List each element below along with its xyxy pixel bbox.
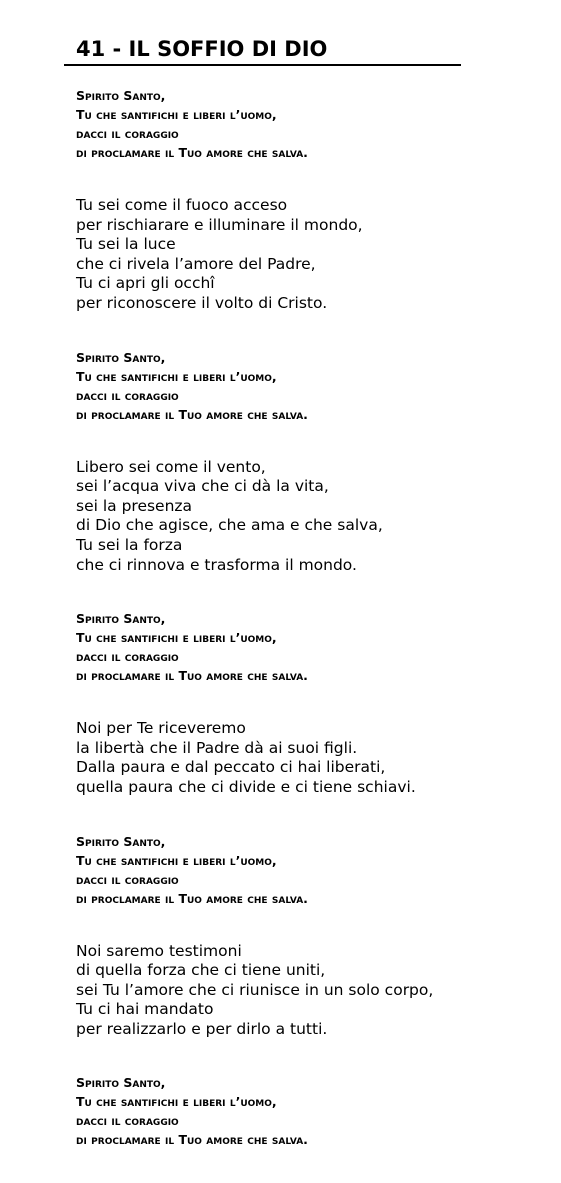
refrain-line: di proclamare il Tuo amore che salva.: [76, 1132, 308, 1148]
verse-3: [76, 719, 516, 797]
verse-line: di Dio che agisce, che ama e che salva,: [76, 516, 383, 535]
verse-line: per riconoscere il volto di Cristo.: [76, 293, 328, 312]
verse-line: Tu ci apri gli occhî: [76, 274, 215, 293]
verse-line: Tu sei come il fuoco acceso: [76, 196, 288, 214]
refrain-line: di proclamare il Tuo amore che salva.: [76, 145, 308, 160]
refrain-line: dacci il coraggio: [76, 126, 179, 141]
refrain-line: Tu che santifichi e liberi l’uomo,: [76, 1094, 277, 1110]
refrain-line: Tu che santifichi e liberi l’uomo,: [76, 852, 277, 868]
verse-line: sei Tu l’amore che ci riunisce in un solo corpo,: [76, 980, 434, 999]
verse-line: che ci rivela l’amore del Padre,: [76, 254, 316, 273]
verse-line: Tu ci hai mandato: [76, 1000, 214, 1019]
verse-4: [76, 942, 516, 1040]
refrain-line: di proclamare il Tuo amore che salva.: [76, 668, 308, 684]
title-underline: [64, 64, 461, 66]
refrain-line: Spirito Santo,: [76, 88, 166, 103]
verse-line: Tu sei la forza: [76, 535, 183, 554]
verse-2: [76, 458, 516, 576]
refrain-line: dacci il coraggio: [76, 1113, 179, 1129]
refrain-line: Spirito Santo,: [76, 611, 166, 627]
verse-line: quella paura che ci divide e ci tiene schiavi.: [76, 777, 416, 796]
refrain-line: dacci il coraggio: [76, 871, 179, 887]
refrain-line: di proclamare il Tuo amore che salva.: [76, 406, 308, 422]
refrain-2: [76, 348, 516, 424]
refrain-line: Tu che santifichi e liberi l’uomo,: [76, 107, 277, 122]
refrain-5: [76, 1073, 516, 1149]
verse-line: per rischiarare e illuminare il mondo,: [76, 215, 363, 234]
refrain-line: Spirito Santo,: [76, 349, 166, 365]
verse-line: che ci rinnova e trasforma il mondo.: [76, 555, 357, 574]
verse-line: per realizzarlo e per dirlo a tutti.: [76, 1019, 328, 1038]
verse-line: Tu sei la luce: [76, 235, 176, 254]
refrain-line: Tu che santifichi e liberi l’uomo,: [76, 368, 277, 384]
refrain-4: [76, 832, 516, 908]
refrain-line: Spirito Santo,: [76, 833, 166, 849]
verse-line: Noi saremo testimoni: [76, 941, 242, 960]
refrain-line: dacci il coraggio: [76, 649, 179, 665]
verse-line: la libertà che il Padre dà ai suoi figli.: [76, 738, 358, 757]
verse-line: Libero sei come il vento,: [76, 457, 266, 476]
song-lyrics: [76, 86, 516, 1183]
refrain-1: [76, 86, 516, 162]
verse-1: [76, 196, 516, 314]
verse-line: sei l’acqua viva che ci dà la vita,: [76, 477, 329, 496]
verse-line: sei la presenza: [76, 496, 193, 515]
refrain-line: dacci il coraggio: [76, 387, 179, 403]
refrain-3: [76, 609, 516, 685]
song-title: 41 - IL SOFFIO DI DIO: [76, 37, 328, 61]
refrain-line: Spirito Santo,: [76, 1075, 166, 1091]
verse-line: Noi per Te riceveremo: [76, 719, 246, 738]
verse-line: Dalla paura e dal peccato ci hai liberati,: [76, 758, 386, 777]
refrain-line: di proclamare il Tuo amore che salva.: [76, 890, 308, 906]
verse-line: di quella forza che ci tiene uniti,: [76, 961, 326, 980]
refrain-line: Tu che santifichi e liberi l’uomo,: [76, 630, 277, 646]
